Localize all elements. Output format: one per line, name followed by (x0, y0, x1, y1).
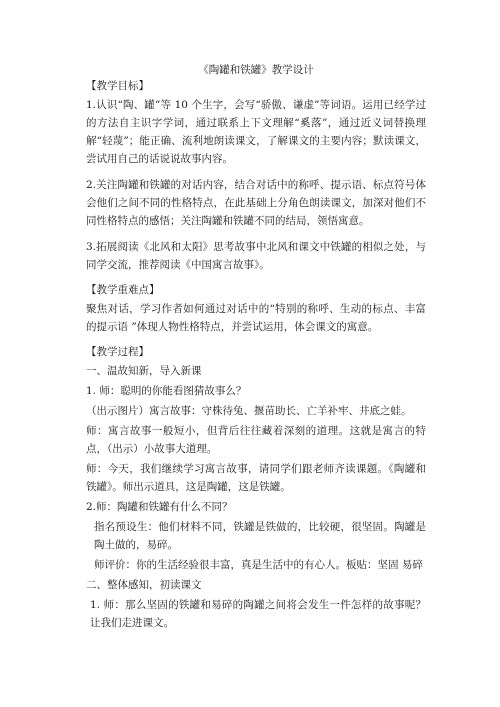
document-page (86, 62, 426, 632)
process-step-1-question: 1. 师：聪明的你能看图猜故事么？ (86, 385, 247, 397)
process-teacher-evaluation: 师评价：你的生活经验很丰富，真是生活中的有心人。板贴：坚固 易碎 (94, 559, 423, 571)
process-section-1-heading: 一、温故知新，导入新课 (86, 365, 202, 377)
section-heading-process: 【教学过程】 (86, 346, 149, 358)
goal-paragraph-1: 1.认识“陶、罐”等 10 个生字，会写“骄傲、谦虚”等词语。运用已经学过的方法自主识字学词，通过联系上下文理解“奚落”，通过近义词替换理解“轻蔑”；能正确、流利地朗读课文，了解课文的主要内容；默读课文，尝试用自己的话说说故事内容。 (86, 99, 426, 165)
key-points-paragraph: 聚焦对话，学习作者如何通过对话中的“特别的称呼、生动的标点、丰富的提示语 ”体现人物性格特点，并尝试运用，体会课文的寓意。 (86, 303, 426, 333)
process-step-1-pictures: （出示图片）寓言故事：守株待兔、揠苗助长、亡羊补牢、井底之蛙。 (86, 405, 412, 417)
process-student-answer: 指名预设生：他们材料不同，铁罐是铁做的，比较硬，很坚固。陶罐是陶土做的，易碎。 (94, 521, 426, 551)
process-teacher-remark-1: 师：寓言故事一般短小，但背后往往藏着深刻的道理。这就是寓言的特点，（出示）小故事大道理。 (86, 425, 426, 455)
section-heading-key-points: 【教学重难点】 (86, 284, 160, 296)
process-teacher-remark-2: 师：今天，我们继续学习寓言故事，请同学们跟老师齐读课题。《陶罐和铁罐》。师出示道具，这是陶罐，这是铁罐。 (86, 463, 426, 493)
process-section-2-heading: 二、整体感知，初读课文 (86, 579, 202, 591)
process-step-2-question: 2.师：陶罐和铁罐有什么不同？ (86, 501, 233, 513)
goal-paragraph-2: 2.关注陶罐和铁罐的对话内容，结合对话中的称呼、提示语、标点符号体会他们之间不同的性格特点，在此基础上分角色朗读课文，加深对他们不同性格特点的感悟；关注陶罐和铁罐不同的结局，领悟寓意。 (86, 179, 426, 227)
document-title: 《陶罐和铁罐》教学设计 (198, 64, 314, 76)
section-heading-goals: 【教学目标】 (86, 80, 149, 92)
process-section-2-step-1: 1. 师：那么坚固的铁罐和易碎的陶罐之间将会发生一件怎样的故事呢？让我们走进课文。 (90, 599, 426, 629)
goal-paragraph-3: 3.拓展阅读《北风和太阳》思考故事中北风和课文中铁罐的相似之处，与同学交流，推荐阅读《中国寓言故事》。 (86, 241, 426, 271)
